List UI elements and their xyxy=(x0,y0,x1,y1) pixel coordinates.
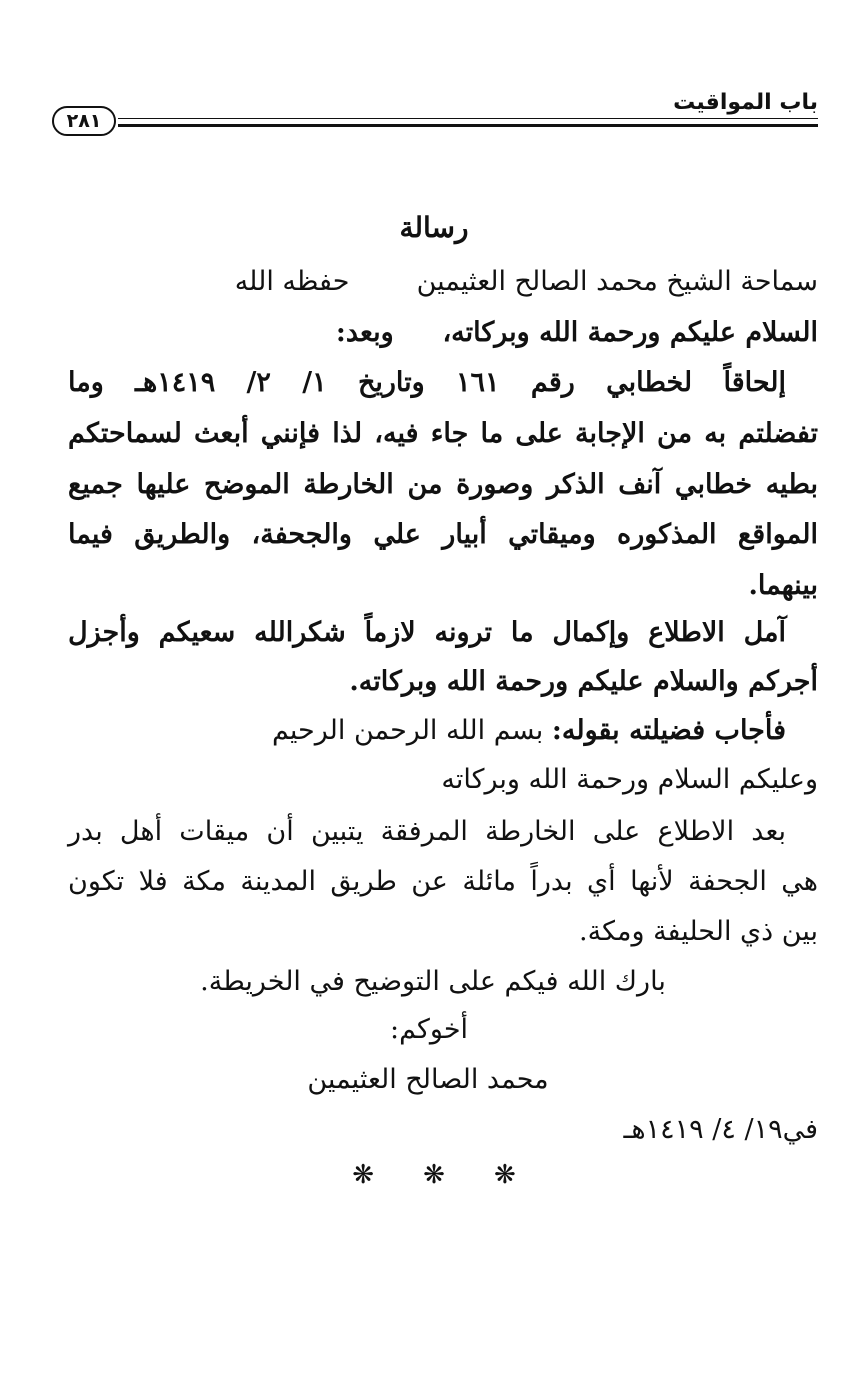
answer-date: في١٩/ ٤/ ١٤١٩هـ xyxy=(623,1114,818,1145)
letter-greeting-after: وبعد: xyxy=(335,317,394,348)
running-title: باب المواقيت xyxy=(673,90,818,115)
addressee-name: سماحة الشيخ محمد الصالح العثيمين xyxy=(416,266,818,297)
page-number: ٢٨١ xyxy=(52,106,116,136)
answer-intro-line xyxy=(68,711,786,751)
letter-para1-line: بطيه خطابي آنف الذكر وصورة من الخارطة الموضح عليها جميع xyxy=(68,469,818,500)
letter-para1-line: المواقع المذكوره وميقاتي أبيار علي والجحفة، والطريق فيما xyxy=(68,519,818,550)
letter-greeting: السلام عليكم ورحمة الله وبركاته، xyxy=(442,317,818,348)
letter-para1-line: تفضلتم به من الإجابة على ما جاء فيه، لذا فإنني أبعث لسماحتكم xyxy=(68,418,818,449)
section-separator xyxy=(0,1160,868,1190)
asterism-icon: ❋ xyxy=(352,1160,374,1190)
header-rule-thick xyxy=(118,124,818,127)
addressee-blessing: حفظه الله xyxy=(234,266,350,297)
asterism-icon: ❋ xyxy=(493,1160,516,1190)
answer-closing: بارك الله فيكم على التوضيح في الخريطة. xyxy=(200,966,666,997)
answer-para-line: هي الجحفة لأنها أي بدراً مائلة عن طريق المدينة مكة فلا تكون xyxy=(68,866,818,897)
letter-para1-line: إلحاقاً لخطابي رقم ١٦١ وتاريخ ١/ ٢/ ١٤١٩هـ وما xyxy=(68,367,786,398)
letter-heading: رسالة xyxy=(399,211,469,244)
sign-label: أخوكم: xyxy=(389,1014,469,1045)
asterism-icon: ❋ xyxy=(423,1160,445,1190)
header-rule-thin xyxy=(118,118,818,119)
answer-intro-label: فأجاب فضيلته بقوله: xyxy=(551,715,786,746)
letter-para2-line: آمل الاطلاع وإكمال ما ترونه لازماً شكرالله سعيكم وأجزل xyxy=(68,617,786,648)
basmala: بسم الله الرحمن الرحيم xyxy=(271,715,544,746)
signature: محمد الصالح العثيمين xyxy=(307,1064,549,1095)
letter-para1-line: بينهما. xyxy=(748,570,818,601)
answer-greeting: وعليكم السلام ورحمة الله وبركاته xyxy=(441,764,818,795)
letter-para2-line: أجركم والسلام عليكم ورحمة الله وبركاته. xyxy=(349,666,818,697)
addressee-line xyxy=(68,262,818,302)
answer-para-line: بعد الاطلاع على الخارطة المرفقة يتبين أن ميقات أهل بدر xyxy=(68,816,786,847)
answer-para-line: بين ذي الحليفة ومكة. xyxy=(579,916,818,947)
greeting-line xyxy=(68,313,818,353)
